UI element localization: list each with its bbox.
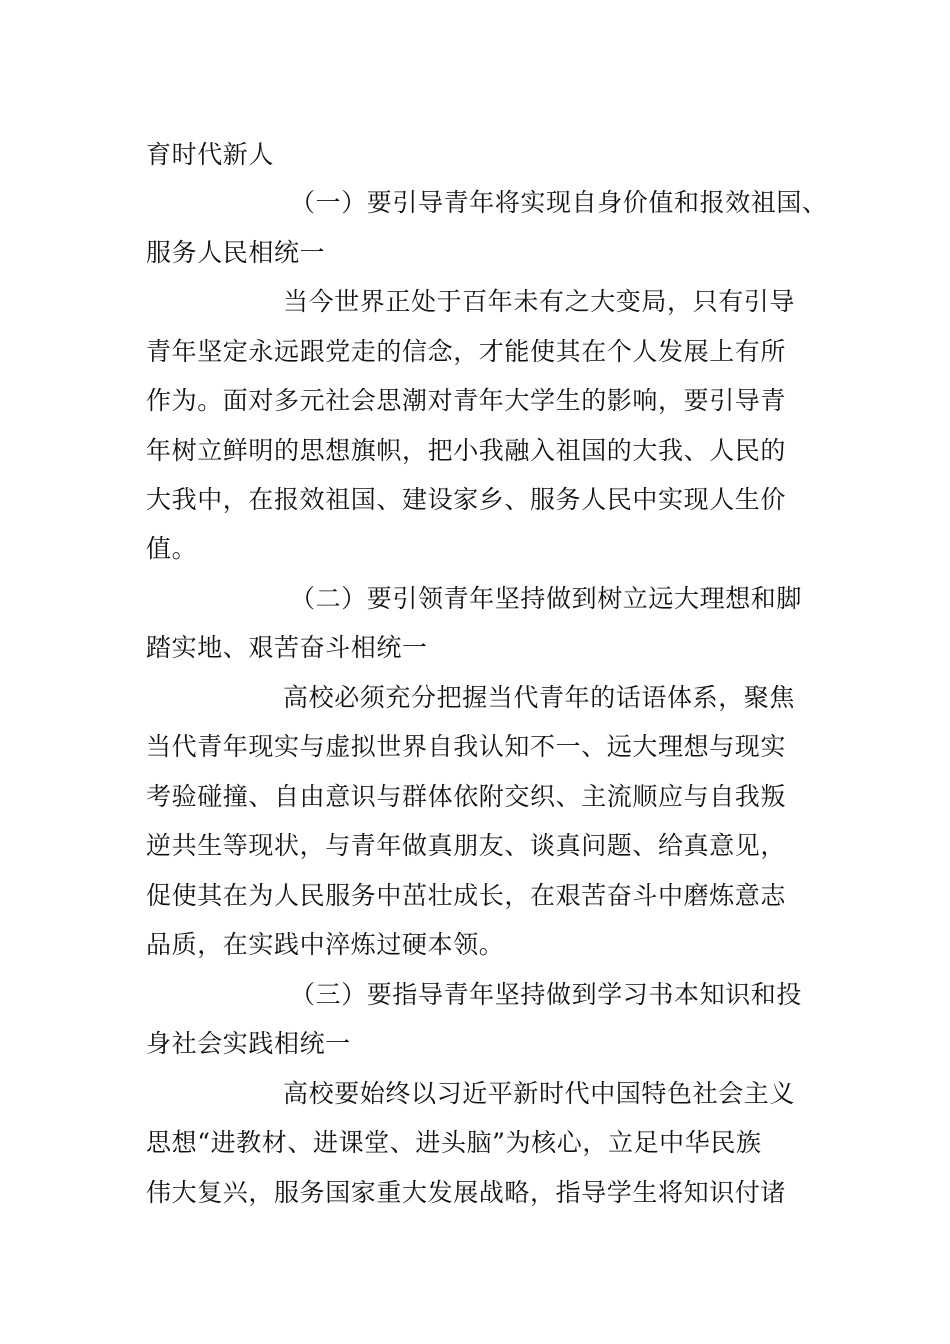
heading-continuation: 育时代新人 xyxy=(146,140,275,169)
paragraph-line: 思想“进教材、进课堂、进头脑”为核心，立足中华民族 xyxy=(146,1128,762,1157)
paragraph-line: 促使其在为人民服务中茁壮成长，在艰苦奋斗中磨炼意志 xyxy=(146,881,787,910)
paragraph-line: 逆共生等现状，与青年做真朋友、谈真问题、给真意见， xyxy=(146,831,787,860)
section-heading-1-cont: 服务人民相统一 xyxy=(146,238,326,267)
paragraph-line: 当代青年现实与虚拟世界自我认知不一、远大理想与现实 xyxy=(146,732,787,761)
section-heading-2-cont: 踏实地、艰苦奋斗相统一 xyxy=(146,633,428,662)
paragraph-line: 品质，在实践中淬炼过硬本领。 xyxy=(146,930,505,959)
paragraph-line: 考验碰撞、自由意识与群体依附交织、主流顺应与自我叛 xyxy=(146,782,787,811)
section-heading-3-cont: 身社会实践相统一 xyxy=(146,1029,351,1058)
paragraph-line: 值。 xyxy=(146,534,198,563)
paragraph-line: 作为。面对多元社会思潮对青年大学生的影响，要引导青 xyxy=(146,386,787,415)
paragraph-line: 高校必须充分把握当代青年的话语体系，聚焦 xyxy=(283,683,796,712)
paragraph-line: 青年坚定永远跟党走的信念，才能使其在个人发展上有所 xyxy=(146,337,787,366)
paragraph-line: 伟大复兴，服务国家重大发展战略，指导学生将知识付诸 xyxy=(146,1178,787,1207)
paragraph-line: 大我中，在报效祖国、建设家乡、服务人民中实现人生价 xyxy=(146,485,787,514)
section-heading-1: （一）要引导青年将实现自身价值和报效祖国、 xyxy=(290,188,828,217)
paragraph-line: 高校要始终以习近平新时代中国特色社会主义 xyxy=(283,1079,796,1108)
section-heading-2: （二）要引领青年坚持做到树立远大理想和脚 xyxy=(290,584,803,613)
paragraph-line: 当今世界正处于百年未有之大变局，只有引导 xyxy=(283,287,796,316)
section-heading-3: （三）要指导青年坚持做到学习书本知识和投 xyxy=(290,980,803,1009)
paragraph-line: 年树立鲜明的思想旗帜，把小我融入祖国的大我、人民的 xyxy=(146,436,787,465)
